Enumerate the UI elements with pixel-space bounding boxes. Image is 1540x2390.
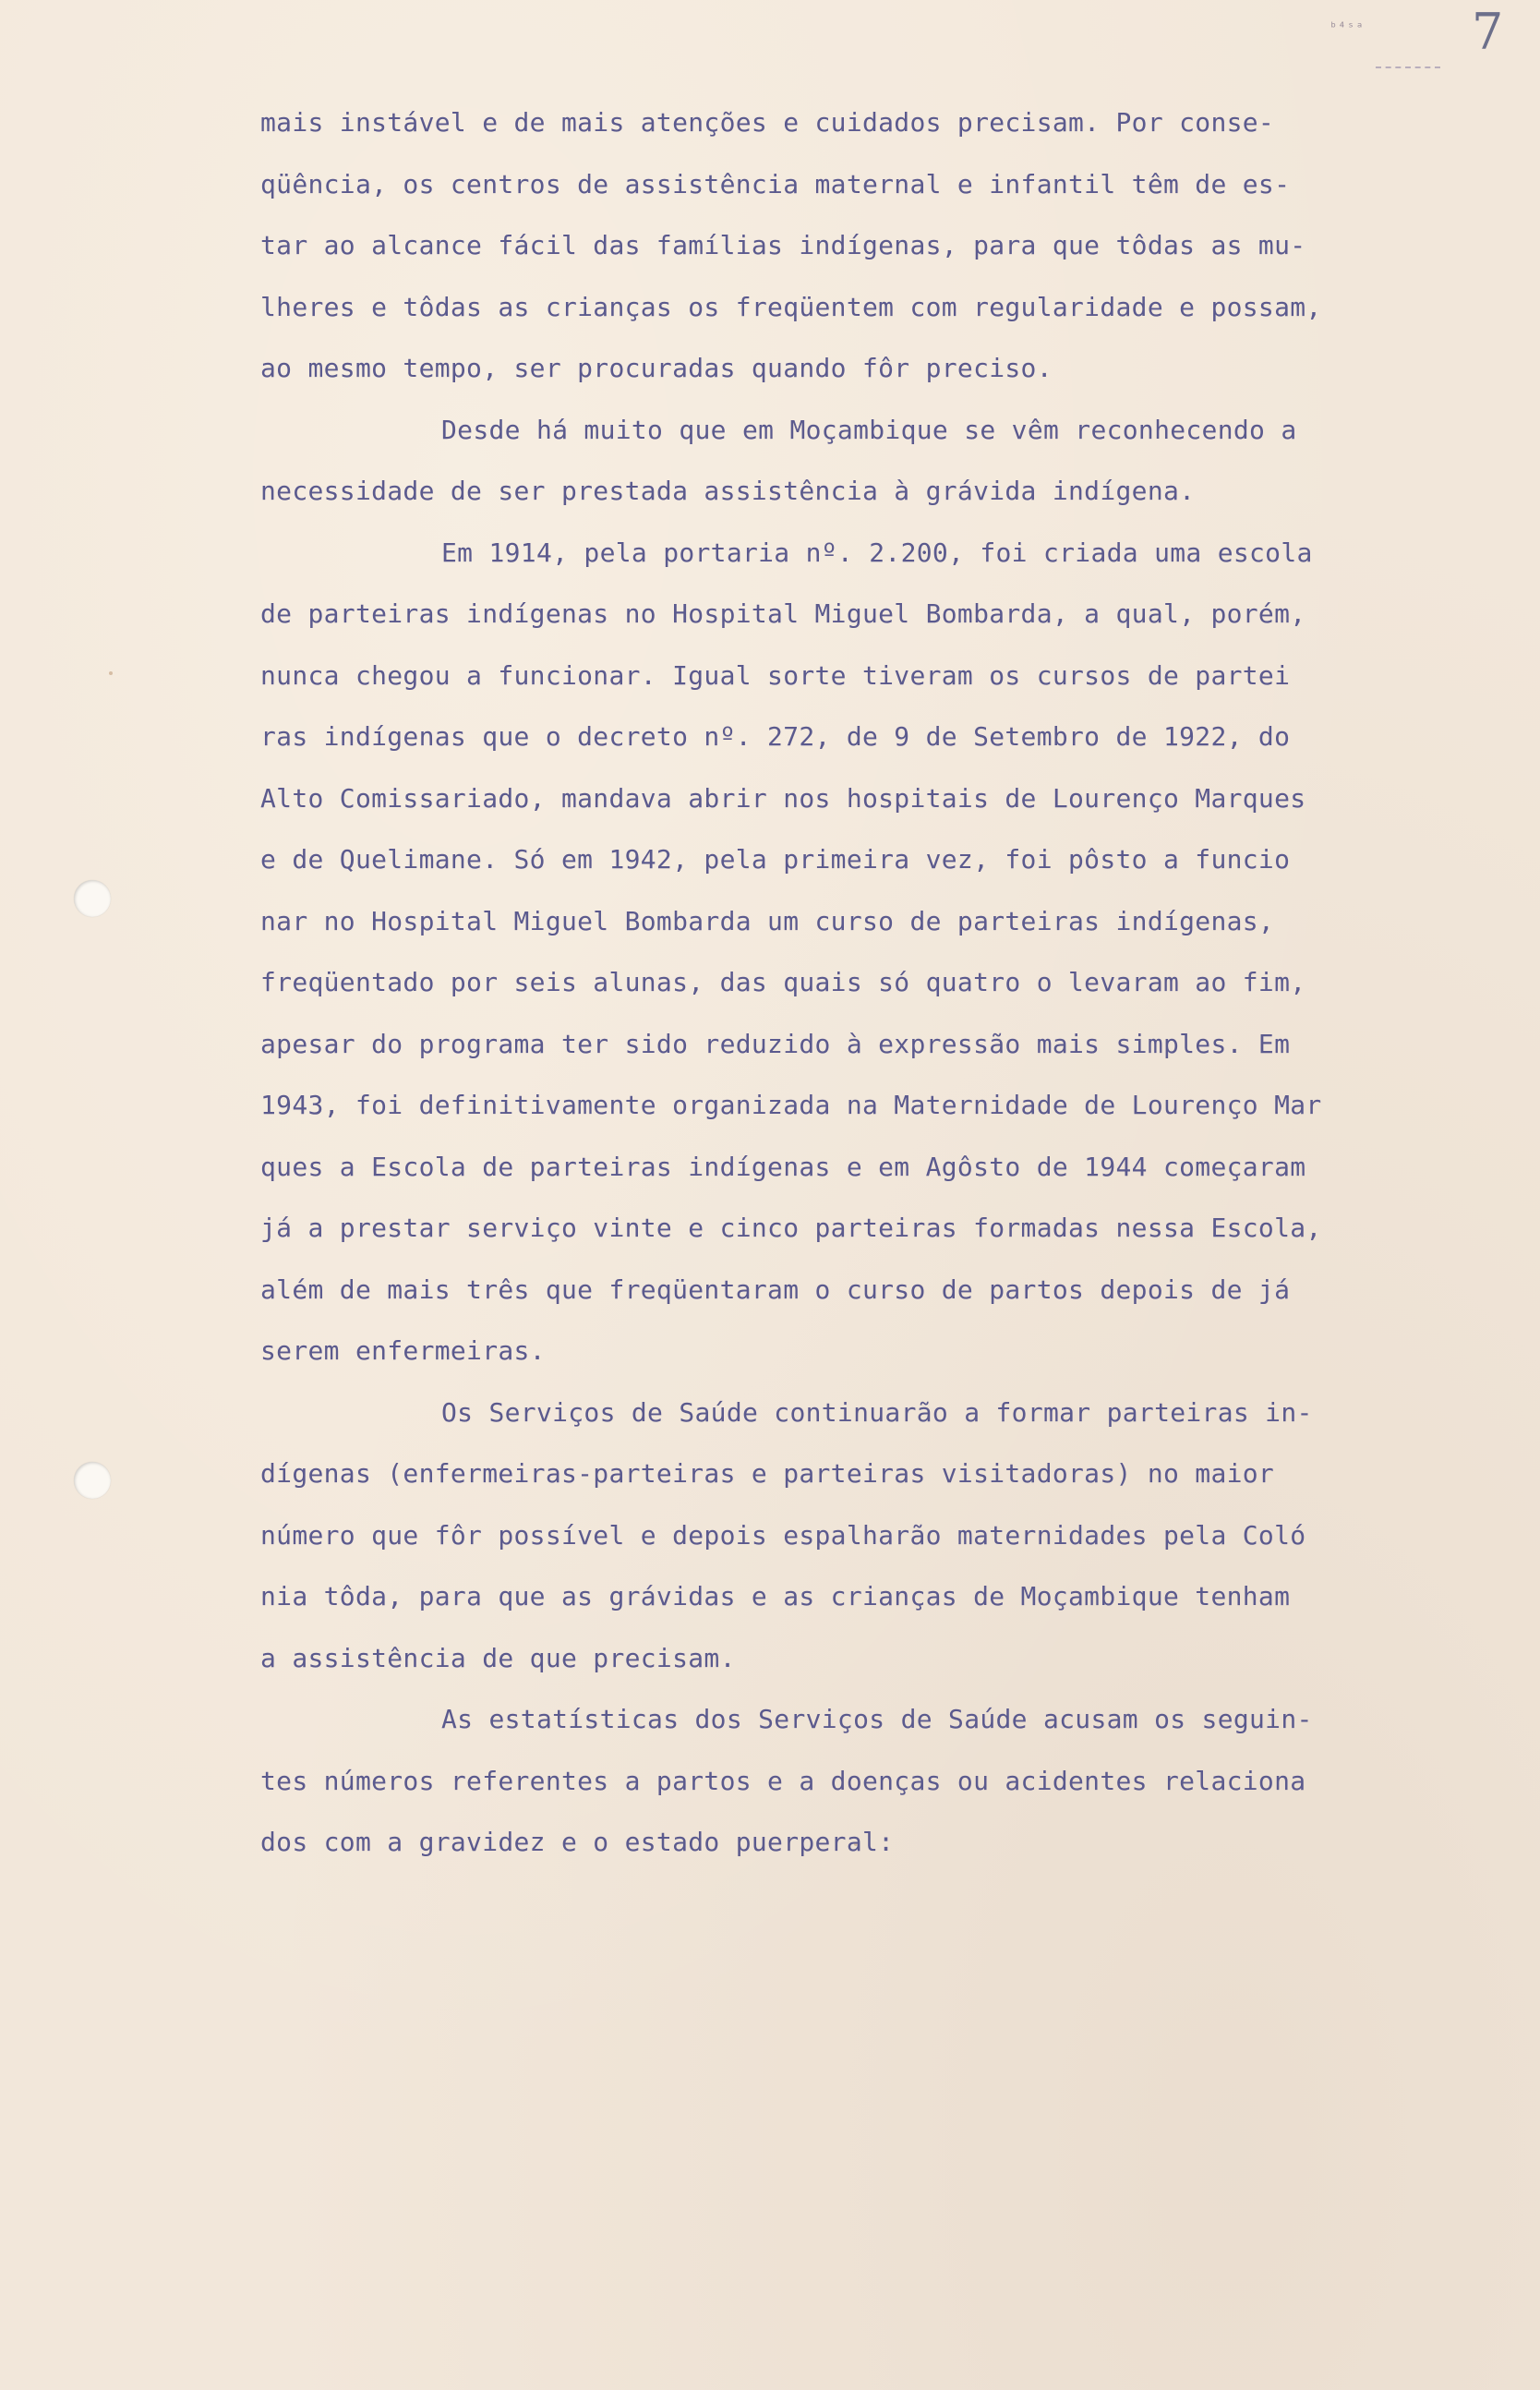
corner-dash-line <box>1376 66 1440 68</box>
text-line: número que fôr possível e depois espalharão maternidades pela Coló <box>260 1519 1306 1551</box>
text-line: tes números referentes a partos e a doenças ou acidentes relaciona <box>260 1765 1306 1796</box>
text-line: apesar do programa ter sido reduzido à expressão mais simples. Em <box>260 1028 1291 1059</box>
text-line: Desde há muito que em Moçambique se vêm reconhecendo a <box>441 414 1297 445</box>
text-line: ao mesmo tempo, ser procuradas quando fôr preciso. <box>260 353 1053 383</box>
text-line: além de mais três que freqüentaram o curso de partos depois de já <box>260 1273 1291 1305</box>
text-line: Em 1914, pela portaria nº. 2.200, foi criada uma escola <box>441 537 1313 568</box>
typed-text-body <box>260 92 1488 1874</box>
text-line: nunca chegou a funcionar. Igual sorte tiveram os cursos de partei <box>260 659 1291 691</box>
text-line: a assistência de que precisam. <box>260 1642 736 1673</box>
text-line: qüência, os centros de assistência maternal e infantil têm de es- <box>260 168 1291 199</box>
text-line: ques a Escola de parteiras indígenas e em Agôsto de 1944 começaram <box>260 1151 1306 1182</box>
text-line: serem enfermeiras. <box>260 1335 546 1366</box>
text-line: ras indígenas que o decreto nº. 272, de 9 de Setembro de 1922, do <box>260 721 1291 752</box>
punch-hole-top <box>74 880 111 917</box>
text-line: Alto Comissariado, mandava abrir nos hospitais de Lourenço Marques <box>260 782 1306 814</box>
text-line: e de Quelimane. Só em 1942, pela primeira vez, foi pôsto a funcio <box>260 844 1291 875</box>
text-line: já a prestar serviço vinte e cinco parteiras formadas nessa Escola, <box>260 1213 1322 1243</box>
text-line: de parteiras indígenas no Hospital Miguel Bombarda, a qual, porém, <box>260 598 1306 629</box>
text-line: nia tôda, para que as grávidas e as crianças de Moçambique tenham <box>260 1581 1291 1611</box>
text-line: freqüentado por seis alunas, das quais só quatro o levaram ao fim, <box>260 967 1306 997</box>
paper-speck <box>109 671 113 675</box>
text-line: dos com a gravidez e o estado puerperal: <box>260 1827 895 1857</box>
text-line: 1943, foi definitivamente organizada na Maternidade de Lourenço Mar <box>260 1090 1322 1120</box>
corner-handwritten-mark: ᵇ⁴ˢᵃ <box>1329 20 1365 35</box>
text-line: As estatísticas dos Serviços de Saúde acusam os seguin- <box>441 1704 1313 1734</box>
text-line: lheres e tôdas as crianças os freqüentem com regularidade e possam, <box>260 291 1322 322</box>
page-number: 7 <box>1472 3 1504 61</box>
text-line: dígenas (enfermeiras-parteiras e parteiras visitadoras) no maior <box>260 1458 1275 1489</box>
punch-hole-bottom <box>74 1462 111 1499</box>
text-line: nar no Hospital Miguel Bombarda um curso de parteiras indígenas, <box>260 905 1275 936</box>
text-line: mais instável e de mais atenções e cuidados precisam. Por conse- <box>260 107 1275 138</box>
text-line: necessidade de ser prestada assistência à grávida indígena. <box>260 476 1196 506</box>
text-line: Os Serviços de Saúde continuarão a formar parteiras in- <box>441 1396 1313 1428</box>
text-line: tar ao alcance fácil das famílias indígenas, para que tôdas as mu- <box>260 230 1306 260</box>
